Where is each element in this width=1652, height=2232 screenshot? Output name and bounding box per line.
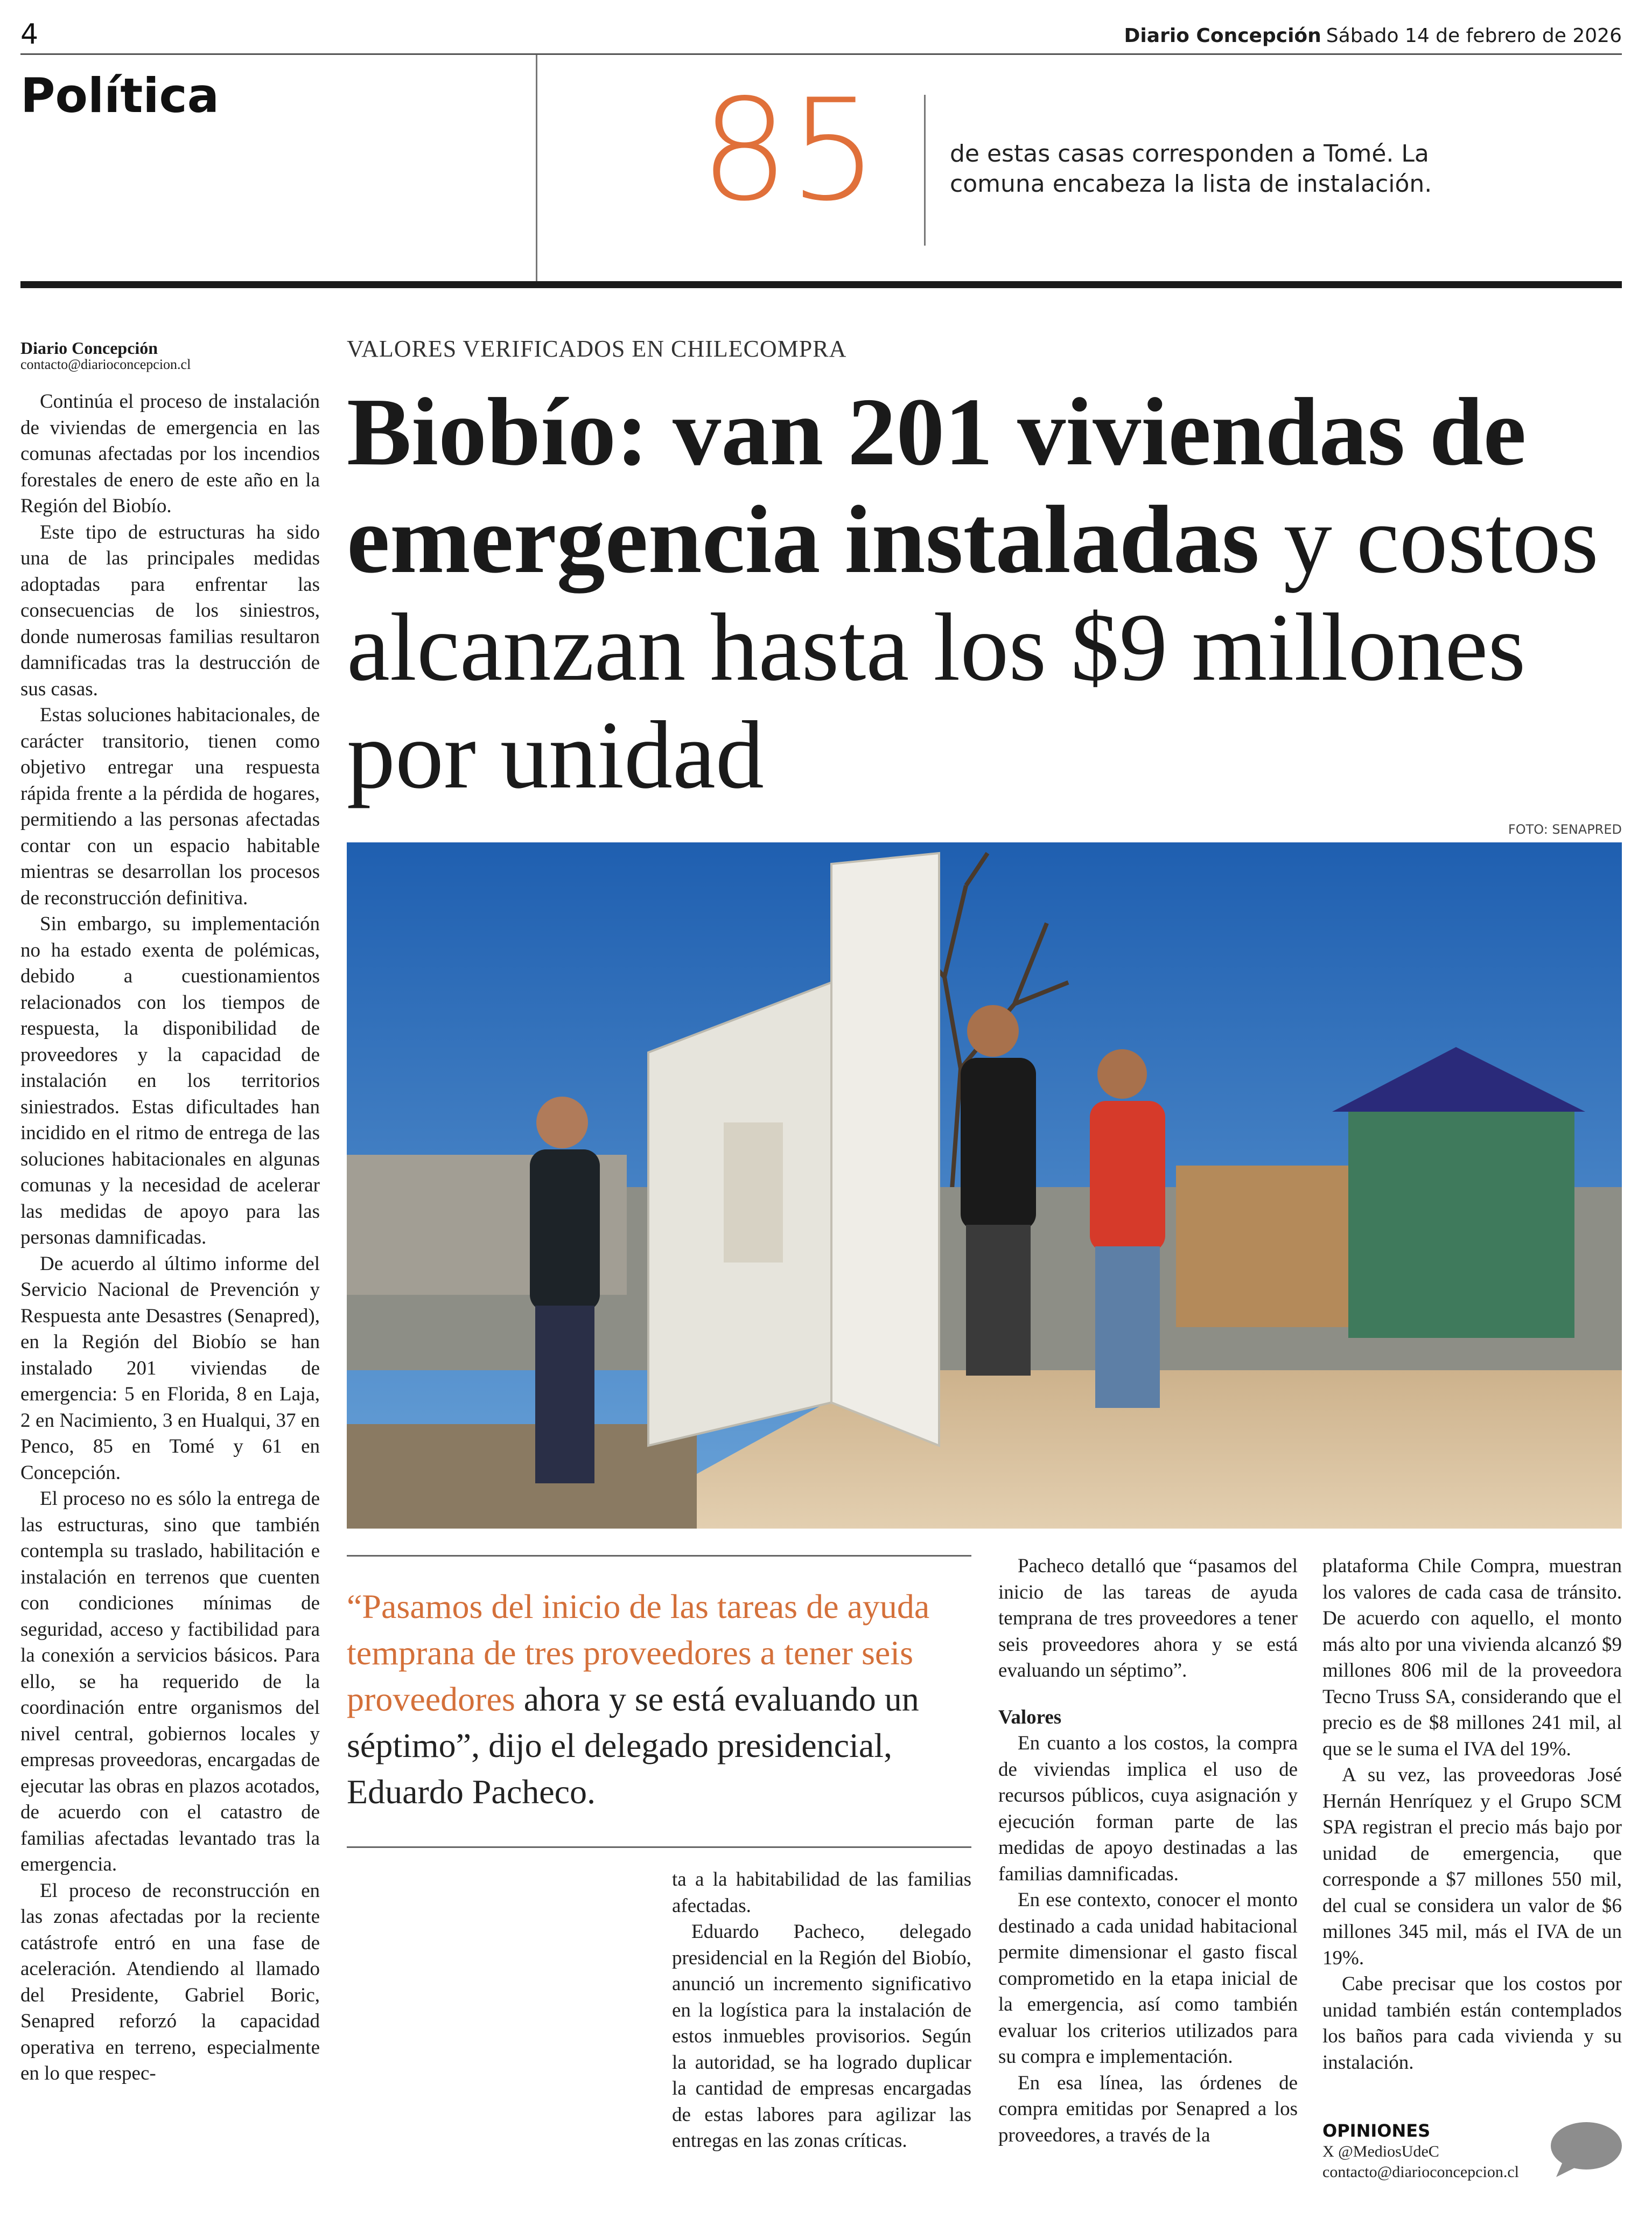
- headline: [347, 378, 1623, 809]
- stat-number: 85: [700, 69, 878, 232]
- paragraph-continued: plataforma Chile Compra, muestran los valores de cada casa de tránsito. De acuerdo con aquello, el monto más alto por una vivienda alcanzó $9 millones 806 mil de la proveedora Tecno Truss SA, considerando que el precio es de $8 millones 241 mil, al que se le suma el IVA del 19%.: [1322, 1555, 1622, 1760]
- tent-side: [1348, 1112, 1574, 1338]
- header-rule-thin: [20, 53, 1622, 55]
- paragraph: Este tipo de estructuras ha sido una de las principales medidas adoptadas para enfrentar las consecuencias de los siniestros, donde numerosas familias resultaron damnificadas tras la destrucción de sus casas.: [20, 521, 320, 700]
- paper-name: Diario Concepción: [1124, 25, 1321, 47]
- speech-bubble-icon: [1549, 2120, 1624, 2179]
- article-photo: [347, 842, 1622, 1529]
- wall-panel-right: [831, 853, 939, 1446]
- pull-quote-attribution: ahora y se está evaluando un séptimo”, dijo el delegado presidencial, Eduardo Pacheco.: [347, 1680, 919, 1811]
- headline-bold: Biobío: van 201 viviendas de emergencia instaladas: [347, 378, 1527, 593]
- issue-date: Sábado 14 de febrero de 2026: [1326, 25, 1622, 47]
- stat-divider: [924, 95, 926, 246]
- byline-email[interactable]: contacto@diarioconcepcion.cl: [20, 357, 191, 372]
- article-column-3: [998, 1553, 1298, 2149]
- pull-quote: [347, 1584, 971, 1815]
- worker-left: [530, 1097, 600, 1483]
- article-column-1: [20, 389, 320, 2087]
- paragraph: En ese contexto, conocer el monto destinado a cada unidad habitacional permite dimensionar el gasto fiscal comprometido en la etapa inicial de la emergencia, así como también evaluar los criterios utilizados para su compra e implementación.: [998, 1889, 1298, 2068]
- worker-center: [961, 1005, 1036, 1376]
- header-rule-thick: [20, 281, 1622, 288]
- masthead-date-line: [1124, 24, 1622, 48]
- pull-quote-highlight: “Pasamos del inicio de las tareas de ayuda temprana de tres proveedores a tener seis proveedores: [347, 1587, 930, 1718]
- paragraph: A su vez, las proveedoras José Hernán Henríquez y el Grupo SCM SPA registran el precio más bajo por unidad de emergencia, que corresponde a $7 millones 550 mil, del cual se considera un valor de $6 millones 345 mil, más el IVA de un 19%.: [1322, 1764, 1622, 1969]
- byline-author: Diario Concepción: [20, 338, 158, 358]
- paragraph: Pacheco detalló que “pasamos del inicio de las tareas de ayuda temprana de tres proveedores a tener seis proveedores ahora y se está evaluando un séptimo”.: [998, 1555, 1298, 1682]
- construction-photo-illustration: [347, 842, 1622, 1529]
- opinions-email[interactable]: contacto@diarioconcepcion.cl: [1322, 2163, 1519, 2181]
- paragraph: El proceso de reconstrucción en las zonas afectadas por la reciente catástrofe entró en una fase de aceleración. Atendiendo al llamado del Presidente, Gabriel Boric, Senapred reforzó la capacidad operativa en terreno, especialmente en lo que respec-: [20, 1879, 320, 2084]
- paragraph: Continúa el proceso de instalación de viviendas de emergencia en las comunas afectadas por los incendios forestales de enero de este año en la Región del Biobío.: [20, 390, 320, 517]
- headline-light: y costos alcanzan hasta los $9 millones por unidad: [347, 486, 1599, 808]
- quote-rule-top: [347, 1555, 971, 1557]
- paragraph: Estas soluciones habitacionales, de carácter transitorio, tienen como objetivo entregar una respuesta rápida frente a la pérdida de hogares, permitiendo a las personas afectadas contar con un espacio habitable mientras se desarrollan los procesos de reconstrucción definitiva.: [20, 704, 320, 909]
- quote-rule-bottom: [347, 1846, 971, 1848]
- opinions-box: [1322, 2120, 1622, 2206]
- worker-right: [1090, 1049, 1165, 1408]
- paragraph: Eduardo Pacheco, delegado presidencial en la Región del Biobío, anunció un incremento significativo en la logística para la instalación de estos inmuebles provisorios. Según la autoridad, se ha logrado duplicar la cantidad de empresas encargadas de estas labores para agilizar las entregas en las zonas críticas.: [672, 1921, 971, 2152]
- paragraph: El proceso no es sólo la entrega de las estructuras, sino que también contempla su traslado, habilitación e instalación en terrenos que cuenten con condiciones mínimas de seguridad, acceso y factibilidad para la conexión a servicios básicos. Para ello, se ha requerido de la coordinación entre organismos del nivel central, gobiernos locales y empresas proveedoras, encargadas de ejecutar las obras en plazos acotados, de acuerdo con el catastro de familias afectadas levantado tras la emergencia.: [20, 1488, 320, 1875]
- window-opening: [724, 1122, 783, 1263]
- subhead-valores: Valores: [998, 1706, 1062, 1728]
- article-kicker: VALORES VERIFICADOS EN CHILECOMPRA: [347, 336, 847, 362]
- opinions-handle[interactable]: X @MediosUdeC: [1322, 2143, 1439, 2160]
- page-number: 4: [20, 18, 39, 51]
- paragraph: En esa línea, las órdenes de compra emitidas por Senapred a los proveedores, a través de la: [998, 2071, 1298, 2146]
- paragraph: En cuanto a los costos, la compra de viviendas implica el uso de recursos públicos, cuya asignación y ejecución forman parte de las medidas de apoyo destinadas a las familias damnificadas.: [998, 1732, 1298, 1885]
- stat-text: de estas casas corresponden a Tomé. La comuna encabeza la lista de instalación.: [950, 140, 1432, 198]
- opinions-label: OPINIONES: [1322, 2121, 1431, 2141]
- paragraph: Cabe precisar que los costos por unidad también están contemplados los baños para cada vivienda y su instalación.: [1322, 1973, 1622, 2074]
- paragraph-continued: ta a la habitabilidad de las familias afectadas.: [672, 1868, 971, 1917]
- header-vertical-divider: [536, 55, 537, 281]
- photo-credit: FOTO: SENAPRED: [1508, 822, 1622, 837]
- article-column-4: [1322, 1553, 1622, 2076]
- paragraph: Sin embargo, su implementación no ha estado exenta de polémicas, debido a cuestionamientos relacionados con los tiempos de respuesta, la disponibilidad de proveedores y la capacidad de instalación en los territorios siniestrados. Estas dificultades han incidido en el ritmo de entrega de las soluciones habitacionales en algunas comunas y la necesidad de acelerar las medidas de apoyo para las personas damnificadas.: [20, 913, 320, 1248]
- paragraph: De acuerdo al último informe del Servicio Nacional de Prevención y Respuesta ante Desastres (Senapred), en la Región del Biobío se han instalado 201 viviendas de emergencia: 5 en Florida, 8 en Laja, 2 en Nacimiento, 3 en Hualqui, 37 en Penco, 85 en Tomé y 61 en Concepción.: [20, 1252, 320, 1484]
- article-column-2: [672, 1867, 971, 2154]
- section-title: Política: [20, 68, 220, 123]
